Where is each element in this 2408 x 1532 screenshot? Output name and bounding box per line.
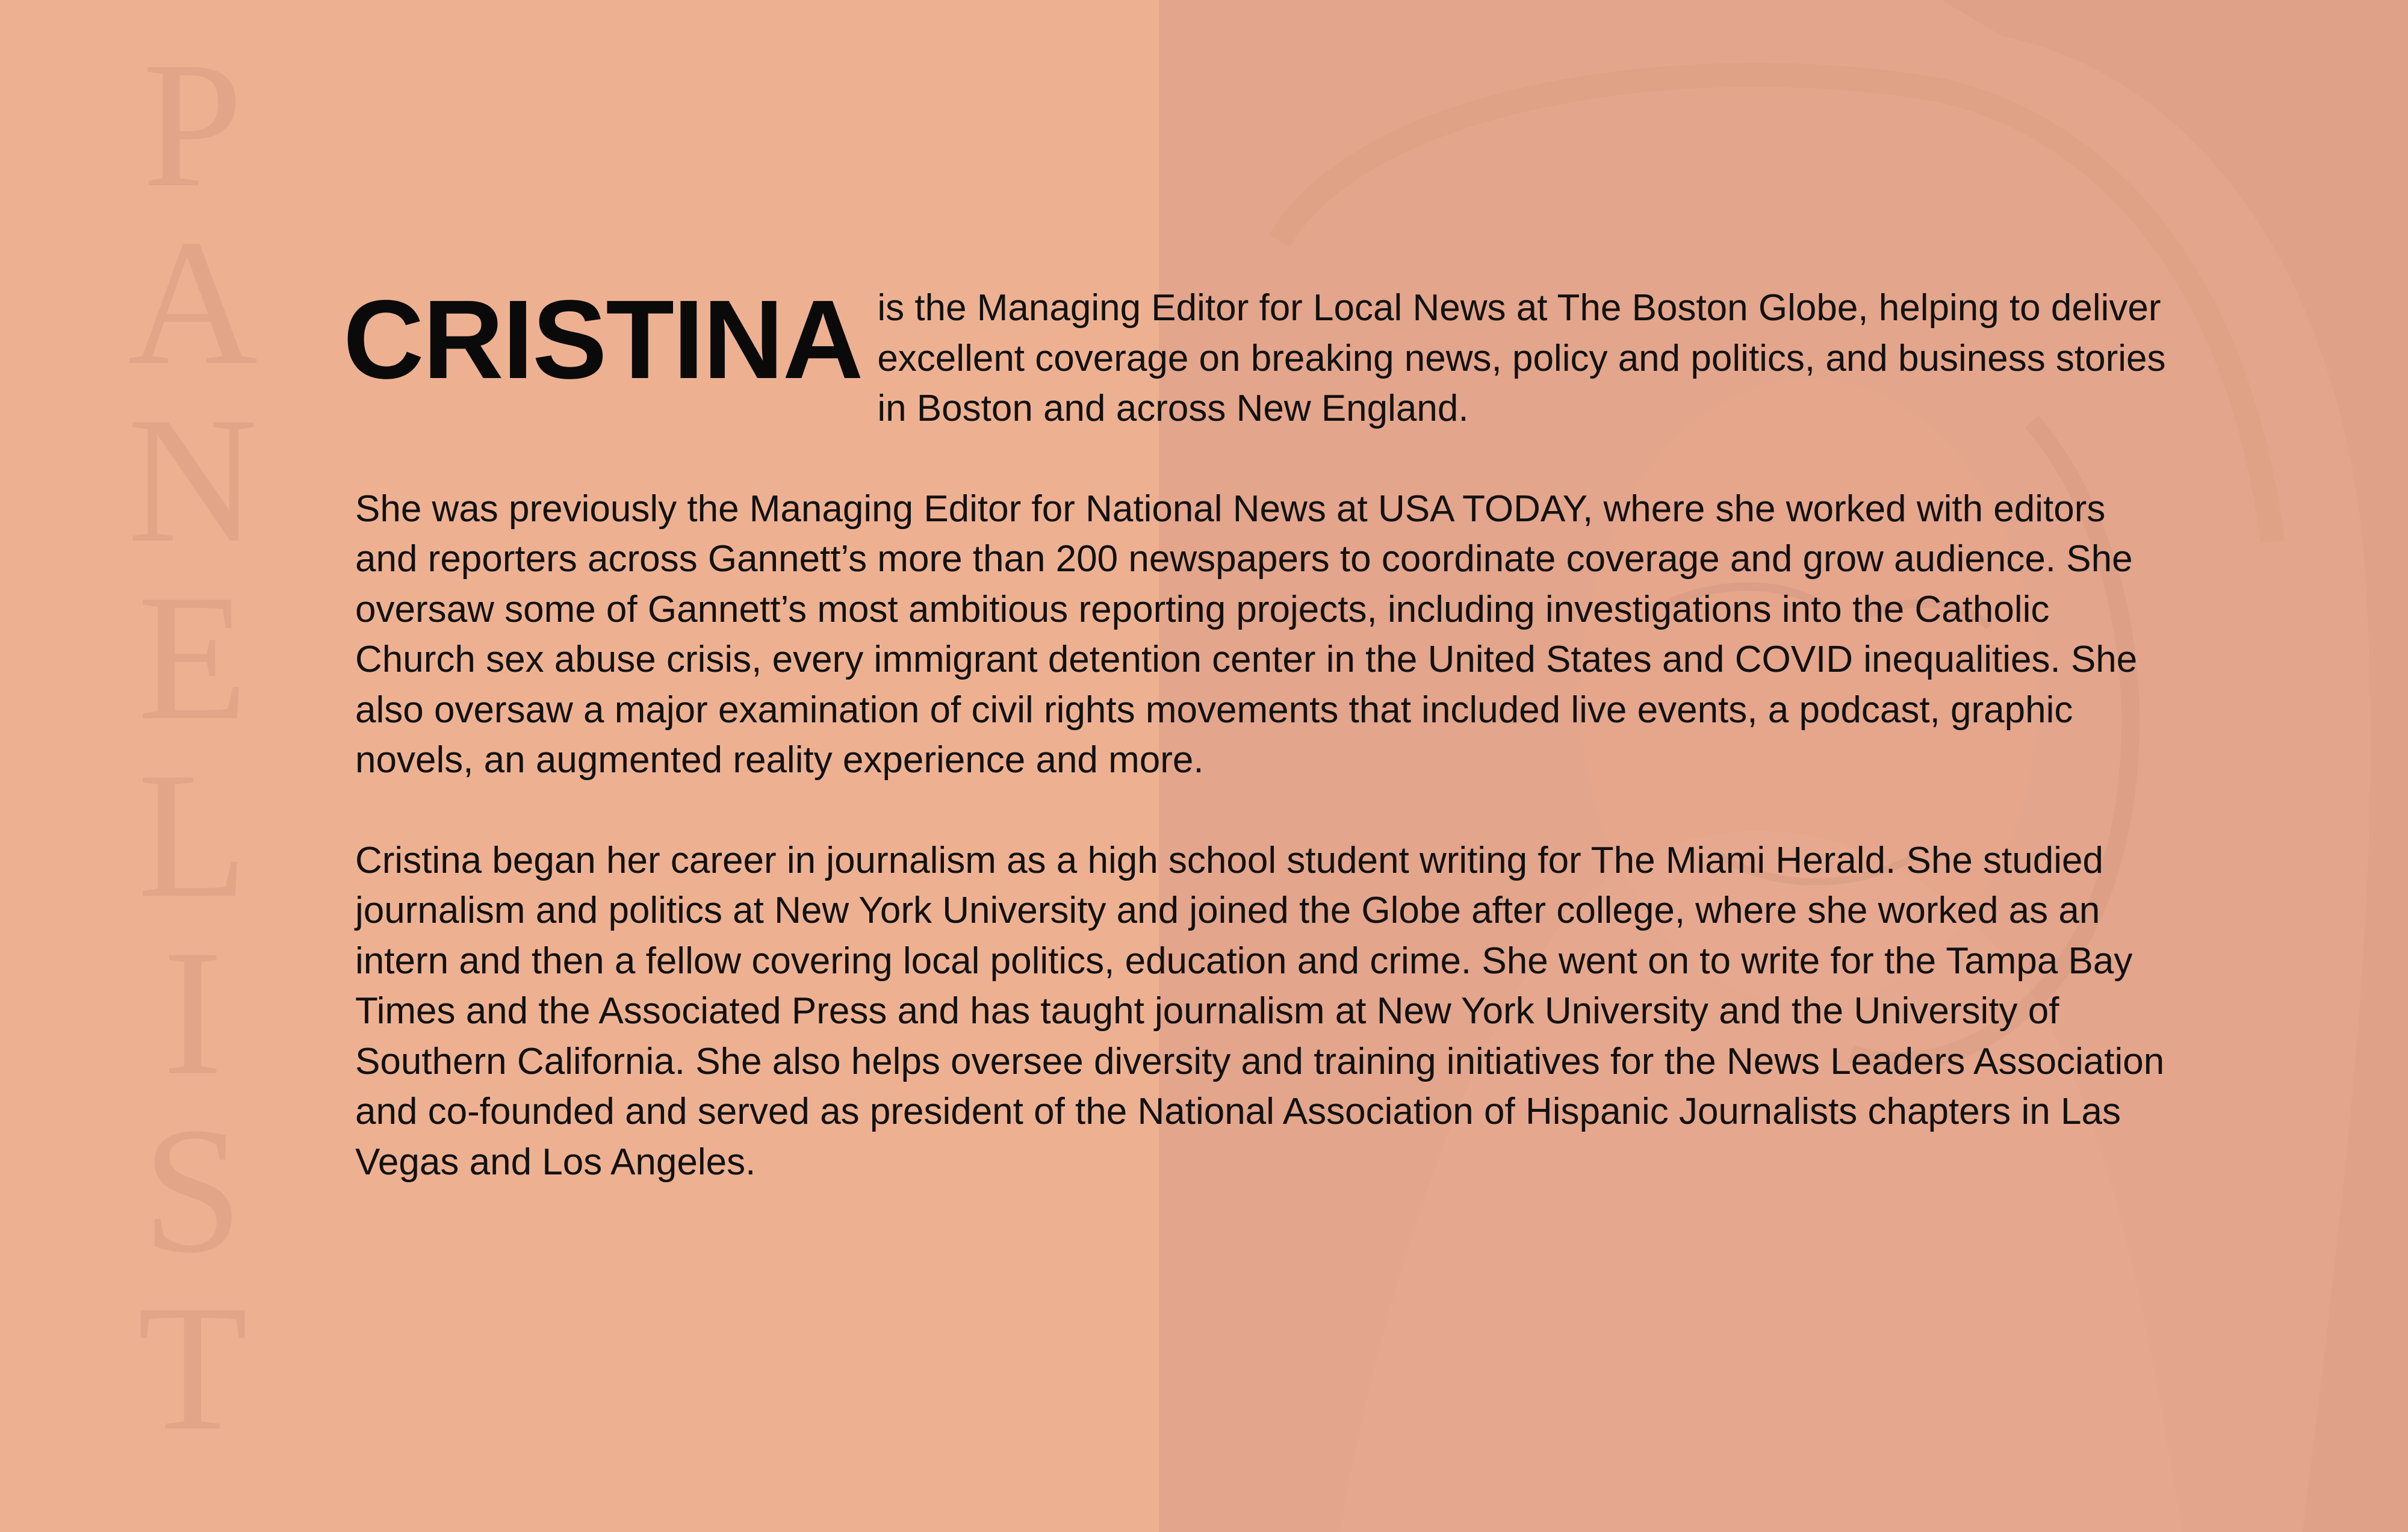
bio-intro-paragraph — [343, 278, 2173, 434]
panelist-name: CRISTINA — [343, 278, 863, 402]
panelist-vertical-label — [114, 25, 271, 1468]
bio-content — [343, 278, 2173, 1187]
panelist-letter: A — [127, 202, 258, 402]
panelist-letter: P — [142, 25, 243, 225]
bio-paragraph-3: Cristina began her career in journalism as a high school student writing for The Miami Herald. She studied journalism and politics at New York University and joined the Globe after college, where she worked as an intern and then a fellow covering local politics, education and crime. She went on to write for the Tampa Bay Times and the Associated Press and has taught journalism at New York University and the University of Southern California. She also helps oversee diversity and training initiatives for the News Leaders Association and co-founded and served as president of the National Association of Hispanic Journalists chapters in Las Vegas and Los Angeles. — [355, 839, 2165, 1183]
panelist-letter: T — [137, 1268, 248, 1468]
bio-intro-text: is the Managing Editor for Local News at The Boston Globe, helping to deliver excellent coverage on breaking news, policy and politics, and business stories in Boston and across New England. — [877, 287, 2166, 429]
panelist-letter: E — [137, 557, 248, 757]
panelist-letter: N — [127, 380, 258, 580]
panelist-letter: S — [142, 1090, 243, 1290]
panelist-letter: L — [137, 735, 248, 935]
bio-paragraph-2: She was previously the Managing Editor for National News at USA TODAY, where she worked with editors and reporters across Gannett’s more than 200 newspapers to coordinate coverage and grow audience. She oversaw some of Gannett’s most ambitious reporting projects, including investigations into the Catholic Church sex abuse crisis, every immigrant detention center in the United States and COVID inequalities. She also oversaw a major examination of civil rights movements that included live events, a podcast, graphic novels, an augmented reality experience and more. — [355, 488, 2138, 781]
panelist-letter: I — [163, 913, 223, 1112]
